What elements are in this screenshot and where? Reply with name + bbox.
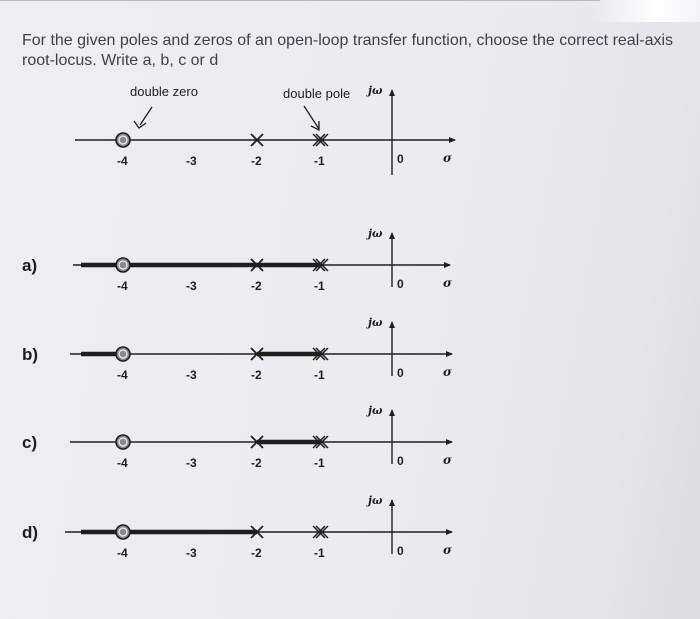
double-zero-annotation: double zero bbox=[130, 84, 198, 99]
tick-label-given-1: -3 bbox=[186, 154, 197, 168]
imag-axis-arrow-b bbox=[389, 321, 395, 328]
imag-axis-arrow-a bbox=[389, 232, 395, 239]
tick-label-b-0: -4 bbox=[117, 368, 128, 382]
tick-label-c-2: -2 bbox=[251, 456, 262, 470]
origin-label-d: 0 bbox=[397, 544, 404, 558]
tick-label-a-2: -2 bbox=[251, 279, 262, 293]
real-axis-arrow-d bbox=[446, 529, 453, 535]
tick-label-b-3: -1 bbox=[314, 368, 325, 382]
origin-label-a: 0 bbox=[397, 277, 404, 291]
tick-label-d-3: -1 bbox=[314, 546, 325, 560]
real-axis-arrow-c bbox=[446, 439, 453, 445]
imag-axis-label-d: jω bbox=[368, 494, 383, 507]
tick-label-d-1: -3 bbox=[186, 546, 197, 560]
sigma-label-given: σ bbox=[443, 151, 452, 165]
imag-axis-label-a: jω bbox=[368, 227, 383, 240]
imag-axis-arrow-d bbox=[389, 499, 395, 506]
real-axis-arrow-given bbox=[449, 137, 456, 143]
option-label-d: d) bbox=[22, 523, 39, 542]
tick-label-c-3: -1 bbox=[314, 456, 325, 470]
imag-axis-label-c: jω bbox=[368, 404, 383, 417]
double-zero-marker-a bbox=[116, 258, 130, 272]
imag-axis-arrow-given bbox=[389, 89, 395, 96]
tick-label-c-0: -4 bbox=[117, 456, 128, 470]
tick-label-a-0: -4 bbox=[117, 279, 128, 293]
tick-label-b-2: -2 bbox=[251, 368, 262, 382]
sigma-label-b: σ bbox=[443, 365, 452, 379]
option-label-c: c) bbox=[22, 433, 38, 452]
real-axis-arrow-a bbox=[444, 262, 451, 268]
tick-label-d-2: -2 bbox=[251, 546, 262, 560]
imag-axis-label-given: jω bbox=[368, 84, 383, 97]
tick-label-a-1: -3 bbox=[186, 279, 197, 293]
double-zero-marker-d bbox=[116, 525, 130, 539]
tick-label-a-3: -1 bbox=[314, 279, 325, 293]
double-zero-marker-given bbox=[116, 133, 130, 147]
option-label-b: b) bbox=[22, 345, 39, 364]
real-axis-arrow-b bbox=[446, 351, 453, 357]
sigma-label-a: σ bbox=[443, 276, 452, 290]
double-zero-marker-b bbox=[116, 347, 130, 361]
double-pole-annotation: double pole bbox=[283, 86, 351, 101]
imag-axis-label-b: jω bbox=[368, 316, 383, 329]
question-text: For the given poles and zeros of an open-loop transfer function, choose the correct real-axis root-locus. Write a, b, c or d bbox=[22, 32, 674, 69]
tick-label-d-0: -4 bbox=[117, 546, 128, 560]
origin-label-b: 0 bbox=[397, 366, 404, 380]
option-label-a: a) bbox=[22, 256, 38, 275]
origin-label-given: 0 bbox=[397, 152, 404, 166]
double-zero-marker-c bbox=[116, 435, 130, 449]
sigma-label-d: σ bbox=[443, 543, 452, 557]
sigma-label-c: σ bbox=[443, 453, 452, 467]
origin-label-c: 0 bbox=[397, 454, 404, 468]
double-zero-arrow bbox=[140, 107, 152, 125]
tick-label-c-1: -3 bbox=[186, 456, 197, 470]
tick-label-given-3: -1 bbox=[314, 154, 325, 168]
imag-axis-arrow-c bbox=[389, 409, 395, 416]
tick-label-given-2: -2 bbox=[251, 154, 262, 168]
tick-label-given-0: -4 bbox=[117, 154, 128, 168]
tick-label-b-1: -3 bbox=[186, 368, 197, 382]
